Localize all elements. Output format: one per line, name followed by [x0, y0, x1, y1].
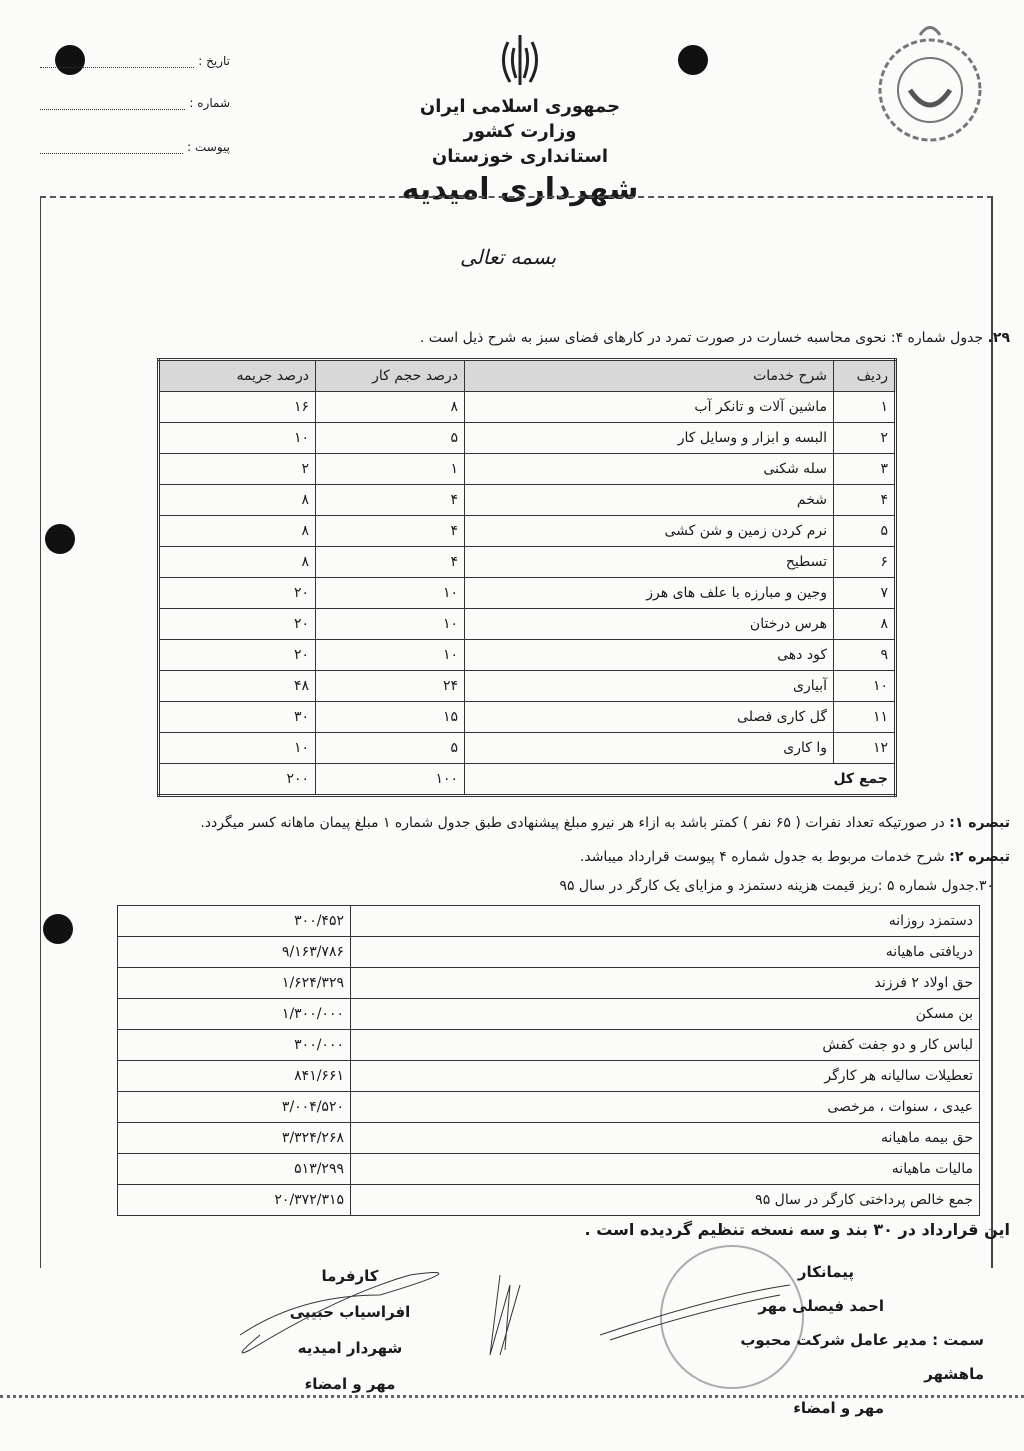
table-row: [118, 1061, 980, 1092]
signature-mark: [220, 1255, 800, 1365]
row-number: ۷: [834, 578, 896, 609]
work-percent: ۱۰: [316, 578, 465, 609]
table-row: [159, 702, 896, 733]
work-percent: ۸: [316, 392, 465, 423]
header-ministry: وزارت کشور: [463, 121, 577, 142]
amount: ۲۰/۳۷۲/۳۱۵: [118, 1185, 351, 1216]
total-work: ۱۰۰: [316, 764, 465, 796]
basmala: بسمه تعالی: [460, 245, 557, 269]
total-row: [159, 764, 896, 796]
table-row: [159, 485, 896, 516]
table-row: [118, 937, 980, 968]
header-country: جمهوری اسلامی ایران: [419, 96, 621, 117]
item-label: لباس کار و دو جفت کفش: [351, 1030, 980, 1061]
service-name: سله شکنی: [465, 454, 834, 485]
service-name: شخم: [465, 485, 834, 516]
col-penalty-percent: درصد جریمه: [159, 360, 316, 392]
item-label: حق بیمه ماهیانه: [351, 1123, 980, 1154]
service-name: گل کاری فصلی: [465, 702, 834, 733]
table-row: [159, 516, 896, 547]
penalty-percent: ۲۰: [159, 578, 316, 609]
table-row: [118, 1092, 980, 1123]
item-label: دستمزد روزانه: [351, 906, 980, 937]
work-percent: ۱: [316, 454, 465, 485]
amount: ۳/۰۰۴/۵۲۰: [118, 1092, 351, 1123]
amount: ۱/۶۲۴/۳۲۹: [118, 968, 351, 999]
iran-emblem-icon: [490, 30, 550, 90]
amount: ۳۰۰/۰۰۰: [118, 1030, 351, 1061]
table-row: [118, 1123, 980, 1154]
row-number: ۲: [834, 423, 896, 454]
closing-statement: این قرارداد در ۳۰ بند و سه نسخه تنظیم گردیده است .: [584, 1220, 1010, 1239]
amount: ۳/۳۲۴/۲۶۸: [118, 1123, 351, 1154]
work-percent: ۱۰: [316, 609, 465, 640]
row-number: ۳: [834, 454, 896, 485]
note-2: تبصره ۲: شرح خدمات مربوط به جدول شماره ۴ پیوست قرارداد میباشد.: [579, 849, 1010, 865]
penalty-percent: ۳۰: [159, 702, 316, 733]
work-percent: ۱۵: [316, 702, 465, 733]
item-label: حق اولاد ۲ فرزند: [351, 968, 980, 999]
row-number: ۹: [834, 640, 896, 671]
row-number: ۱: [834, 392, 896, 423]
table-row: [159, 392, 896, 423]
service-name: ماشین آلات و تانکر آب: [465, 392, 834, 423]
work-percent: ۱۰: [316, 640, 465, 671]
table-row: [159, 578, 896, 609]
row-number: ۱۱: [834, 702, 896, 733]
footer-scan-line: [0, 1395, 1024, 1398]
service-name: آبیاری: [465, 671, 834, 702]
item-label: دریافتی ماهیانه: [351, 937, 980, 968]
table-row: [159, 640, 896, 671]
total-penalty: ۲۰۰: [159, 764, 316, 796]
amount: ۸۴۱/۶۶۱: [118, 1061, 351, 1092]
punch-hole: [678, 45, 708, 75]
number-field: شماره :: [40, 96, 230, 110]
wage-table: [117, 905, 980, 1216]
penalty-percent: ۱۶: [159, 392, 316, 423]
work-percent: ۴: [316, 516, 465, 547]
penalty-percent: ۸: [159, 516, 316, 547]
table-row: [118, 1185, 980, 1216]
item-label: مالیات ماهیانه: [351, 1154, 980, 1185]
item-label: عیدی ، سنوات ، مرخصی: [351, 1092, 980, 1123]
penalty-percent: ۲۰: [159, 640, 316, 671]
header-province: استانداری خوزستان: [431, 146, 609, 167]
item-label: بن مسکن: [351, 999, 980, 1030]
service-name: هرس درختان: [465, 609, 834, 640]
work-percent: ۲۴: [316, 671, 465, 702]
note-1: تبصره ۱: در صورتیکه تعداد نفرات ( ۶۵ نفر ) کمتر باشد به ازاء هر نیرو مبلغ پیشنهادی طبق جدول شماره ۱ مبلغ پیمان ماهانه کسر میگردد.: [200, 815, 1010, 831]
row-number: ۱۰: [834, 671, 896, 702]
attachment-field: پیوست :: [40, 140, 230, 154]
amount: ۹/۱۶۳/۷۸۶: [118, 937, 351, 968]
work-percent: ۴: [316, 547, 465, 578]
penalty-percent: ۸: [159, 547, 316, 578]
table-row: [159, 454, 896, 485]
penalty-percent: ۸: [159, 485, 316, 516]
section-30-heading: ۳۰.جدول شماره ۵ :ریز قیمت هزینه دستمزد و مزایای یک کارگر در سال ۹۵: [559, 878, 994, 894]
item-label: جمع خالص پرداختی کارگر در سال ۹۵: [351, 1185, 980, 1216]
row-number: ۸: [834, 609, 896, 640]
table-row: [159, 547, 896, 578]
penalty-percent: ۲۰: [159, 609, 316, 640]
table-row: [118, 1154, 980, 1185]
item-label: تعطیلات سالیانه هر کارگر: [351, 1061, 980, 1092]
table-row: [159, 671, 896, 702]
penalty-percent: ۱۰: [159, 733, 316, 764]
table-row: [159, 423, 896, 454]
work-percent: ۵: [316, 733, 465, 764]
service-name: نرم کردن زمین و شن کشی: [465, 516, 834, 547]
table-row: [159, 609, 896, 640]
row-number: ۶: [834, 547, 896, 578]
row-number: ۵: [834, 516, 896, 547]
table-row: [118, 1030, 980, 1061]
col-service: شرح خدمات: [465, 360, 834, 392]
work-percent: ۴: [316, 485, 465, 516]
contractor-block: پیمانکار احمد فیصلی مهر سمت : مدیر عامل شرکت محبوب ماهشهر مهر و امضاء: [740, 1263, 984, 1417]
penalty-percent: ۲: [159, 454, 316, 485]
date-field: تاریخ :: [40, 54, 230, 68]
amount: ۵۱۳/۲۹۹: [118, 1154, 351, 1185]
table-row: [118, 999, 980, 1030]
table-row: [159, 733, 896, 764]
service-name: وا کاری: [465, 733, 834, 764]
service-name: وجین و مبارزه با علف های هرز: [465, 578, 834, 609]
service-name: تسطیح: [465, 547, 834, 578]
service-name: کود دهی: [465, 640, 834, 671]
service-name: البسه و ابزار و وسایل کار: [465, 423, 834, 454]
row-number: ۱۲: [834, 733, 896, 764]
col-work-percent: درصد حجم کار: [316, 360, 465, 392]
amount: ۳۰۰/۴۵۲: [118, 906, 351, 937]
section-29-heading: ۲۹. جدول شماره ۴: نحوی محاسبه خسارت در صورت تمرد در کارهای فضای سبز به شرح ذیل است .: [419, 330, 1010, 346]
total-label: جمع کل: [465, 764, 896, 796]
employer-block: کارفرما افراسیاب حبیبی شهردار امیدیه مهر و امضاء: [289, 1267, 411, 1393]
amount: ۱/۳۰۰/۰۰۰: [118, 999, 351, 1030]
col-row: ردیف: [834, 360, 896, 392]
work-percent: ۵: [316, 423, 465, 454]
table-row: [118, 968, 980, 999]
row-number: ۴: [834, 485, 896, 516]
table-row: [118, 906, 980, 937]
org-title: شهرداری امیدیه: [401, 172, 639, 207]
penalty-percent: ۱۰: [159, 423, 316, 454]
damage-table: [157, 358, 897, 797]
penalty-percent: ۴۸: [159, 671, 316, 702]
